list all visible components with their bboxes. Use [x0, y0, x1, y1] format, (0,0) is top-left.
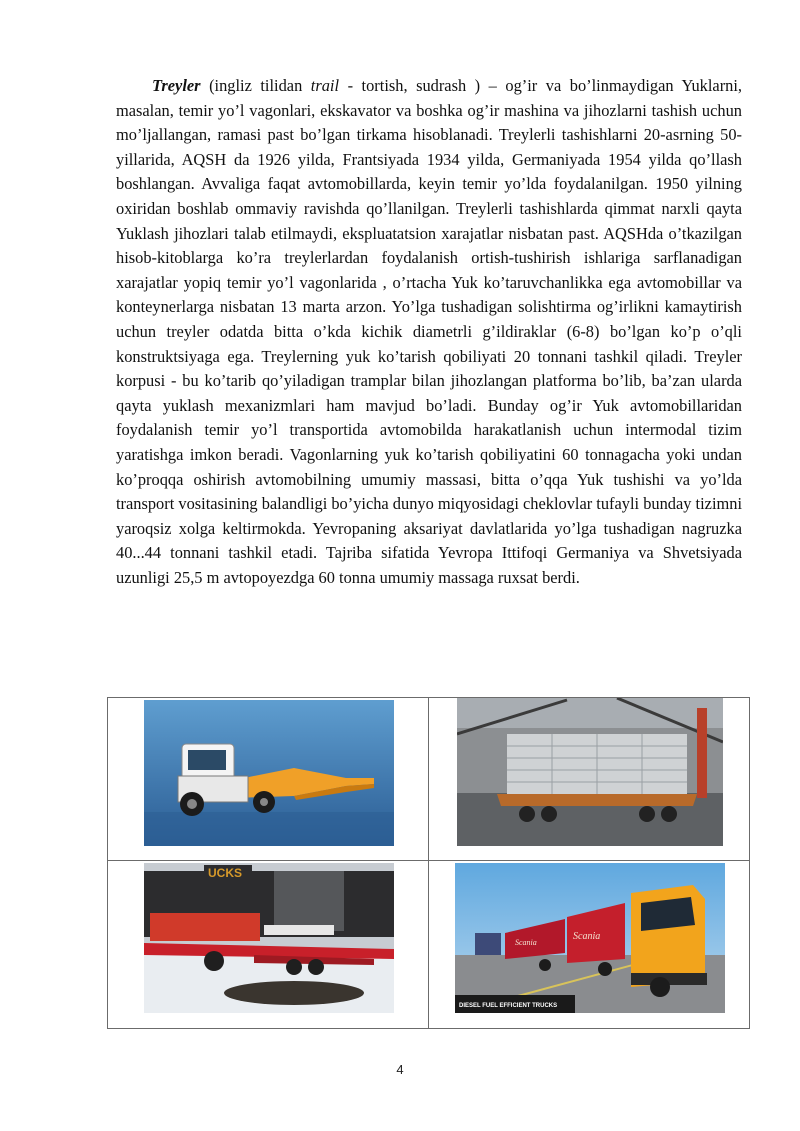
image-cell-1 [108, 698, 429, 861]
photo-road-train [455, 863, 725, 1013]
trailer-text-1: Scania [573, 931, 601, 942]
term-trail: trail [310, 76, 340, 95]
paragraph-text-1: (ingliz tilidan [200, 76, 311, 95]
photo3-sign-text: UCKS [208, 866, 243, 880]
trailer-text-2: Scania [515, 938, 537, 947]
paragraph-text-2: - tortish, sudrash ) – og’ir va bo’linmaydigan Yuklarni, masalan, temir yo’l vagonlari, ekskavator va boshka og’ir mashina va jihozlarni tashish uchun mo’ljallangan, ramasi past bo’lgan tirkama hisoblanadi. Treylerli tashishlarni 20-asrning 50-yillarida, AQSH da 1926 yilda, Frantsiyada 1934 yilda, Germaniyada 1954 yilda qo’llash boshlangan. Avvaliga faqat avtomobillarda, keyin temir yo’lda foydalanilgan. 1950 yilning oxiridan boshlab ommaviy ravishda qo’llanilgan. Treylerli tashishlarda qimmat narxli qayta Yuklash jihozlari talab etilmaydi, ekspluatatsion xarajatlar nisbatan past. AQSHda o’tkazilgan hisob-kitoblarga ko’ra treylerlardan foydalanish ortish-tushirish ishlariga sarflanadigan xarajatlar yopiq temir yo’l vagonlarida , o’rtacha Yuk ko’taruvchanlikka ega avtomobillar va konteynerlarga nisbatan 13 marta arzon. Yo’lga tushadigan solishtirma og’irlikni kamaytirish uchun treyler odatda bitta o’kda kichik diametrli g’ildiraklar (6-8) bo’lgan ko’p o’qli konstruktsiyaga ega. Treylerning yuk ko’tarish qobiliyati 20 tonnani tashkil qiladi. Treyler korpusi - bu ko’tarib qo’yiladigan tramplar bilan jihozlangan platforma bo’lib, ba’zan ularda qayta yuklash mexanizmlari ham mavjud bo’ladi. Bunday og’ir Yuk avtomobillaridan foydalanish temir yo’l transportida avtomobilda harakatlanish uchun intermodal tizim yaratishga imkon beradi. Vagonlarning yuk ko’tarish qobiliyatini 60 tonnagacha yoki undan ko’proqqa oshirish avtomobilning umumiy massasi, bitta o’qqa Yuk tushishi va yo’lda transport vositasining balandligi bo’yicha dunyo miqyosidagi cheklovlar tufayli bunday tizimni yaroqsiz xolga keltirmokda. Yevropaning aksariyat davlatlarida yo’lga tushadigan nagruzka 40...44 tonnani tashkil etadi. Tajriba sifatida Yevropa Ittifoqi Germaniya va Shvetsiyada uzunligi 25,5 m avtopoyezdga 60 tonna umumiy massaga ruxsat berdi. [116, 76, 742, 587]
photo-terminal-tractor [144, 700, 394, 846]
image-table [107, 697, 750, 1029]
page-number: 4 [396, 1062, 404, 1077]
paragraph [116, 74, 742, 590]
photo-cargo-trailer [457, 698, 723, 846]
term-treyler: Treyler [152, 76, 201, 95]
image-cell-3 [108, 861, 429, 1029]
photo4-caption: DIESEL FUEL EFFICIENT TRUCKS [459, 1003, 558, 1009]
image-cell-4 [429, 861, 750, 1029]
photo-lowbed-trailer [144, 863, 394, 1013]
body-text [116, 74, 742, 590]
image-cell-2 [429, 698, 750, 861]
